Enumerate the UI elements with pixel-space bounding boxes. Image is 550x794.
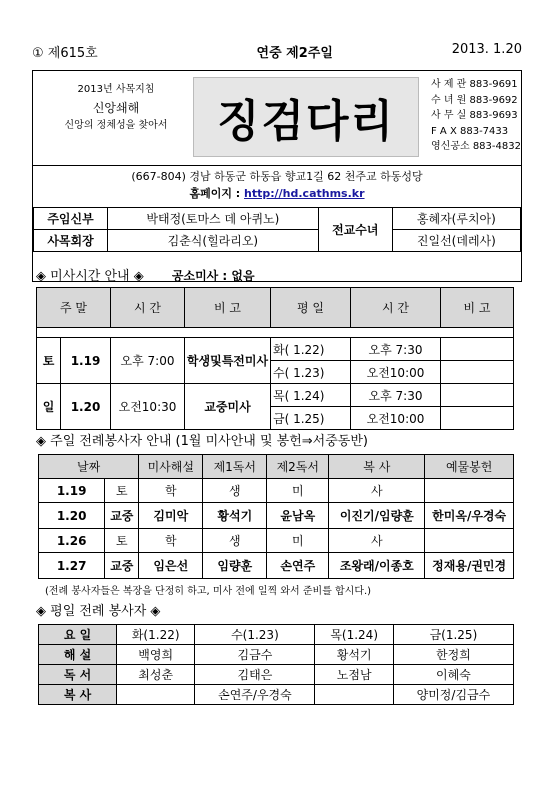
phone-line: F A X 883-7433 xyxy=(431,125,509,137)
weekend-remark: 학생및특전미사 xyxy=(185,338,271,384)
col-header: 수(1.23) xyxy=(195,625,315,645)
cell: 학 xyxy=(139,529,203,553)
cell xyxy=(315,685,393,705)
weekend-date: 1.19 xyxy=(61,338,111,384)
cell: 백영희 xyxy=(117,645,195,665)
col-header: 비 고 xyxy=(185,288,271,328)
homepage-link[interactable]: http://hd.cathms.kr xyxy=(244,187,365,200)
mass-section-title xyxy=(36,265,255,284)
cell xyxy=(425,529,514,553)
motto-brand: 신앙쇄해 xyxy=(92,101,140,115)
issue-number: ① 제615호 xyxy=(32,46,98,61)
col-header: 금(1.25) xyxy=(393,625,513,645)
cell: 사 xyxy=(329,479,425,503)
weekday-remark xyxy=(441,338,514,361)
mass-schedule-table xyxy=(36,287,514,430)
council-name: 김춘식(힐라리오) xyxy=(108,230,319,252)
homepage-label: 홈페이지 : xyxy=(189,187,245,200)
cell: 한미옥/우경숙 xyxy=(425,503,514,529)
liturgical-week: 연중 제2주일 xyxy=(256,46,333,61)
cell: 사 xyxy=(329,529,425,553)
weekday-day: 목( 1.24) xyxy=(271,384,351,407)
cell: 임은선 xyxy=(139,553,203,579)
weekend-time: 오후 7:00 xyxy=(111,338,185,384)
row-kind: 토 xyxy=(105,529,139,553)
cell: 손연주 xyxy=(267,553,329,579)
nun-name: 홍혜자(루치아) xyxy=(392,208,520,230)
cell: 한정희 xyxy=(393,645,513,665)
cell: 이진기/임량훈 xyxy=(329,503,425,529)
mission-mass-note: 공소미사 : 없음 xyxy=(171,269,255,283)
weekday-service-table xyxy=(38,624,514,705)
cell: 이혜숙 xyxy=(393,665,513,685)
motto-subtitle: 신앙의 정체성을 찾아서 xyxy=(64,120,168,131)
cell: 손연주/우경숙 xyxy=(195,685,315,705)
cell: 김태은 xyxy=(195,665,315,685)
pastor-label: 주임신부 xyxy=(34,208,108,230)
col-header: 목(1.24) xyxy=(315,625,393,645)
table-row xyxy=(39,553,514,579)
cell xyxy=(117,685,195,705)
table-row xyxy=(39,503,514,529)
cell: 임량훈 xyxy=(203,553,267,579)
masthead xyxy=(32,70,522,282)
phone-line: 수 녀 원 883-9692 xyxy=(431,94,518,106)
nun-name: 진일선(데레사) xyxy=(392,230,520,252)
row-kind: 교중 xyxy=(105,553,139,579)
weekday-day: 금( 1.25) xyxy=(271,407,351,430)
cell: 윤남옥 xyxy=(267,503,329,529)
issue-header xyxy=(32,42,522,61)
table-row xyxy=(39,479,514,503)
weekday-time: 오전10:00 xyxy=(351,407,441,430)
row-kind: 교중 xyxy=(105,503,139,529)
row-date: 1.27 xyxy=(39,553,105,579)
row-label: 복 사 xyxy=(39,685,117,705)
row-kind: 토 xyxy=(105,479,139,503)
col-header: 시 간 xyxy=(111,288,185,328)
col-header: 제1독서 xyxy=(203,455,267,479)
cell: 김금수 xyxy=(195,645,315,665)
phone-line: 사 제 관 883-9691 xyxy=(431,79,518,90)
weekday-time: 오후 7:30 xyxy=(351,338,441,361)
row-date: 1.19 xyxy=(39,479,105,503)
row-date: 1.26 xyxy=(39,529,105,553)
cell: 학 xyxy=(139,479,203,503)
weekend-date: 1.20 xyxy=(61,384,111,430)
cell: 양미정/김금수 xyxy=(393,685,513,705)
cell xyxy=(425,479,514,503)
weekday-day: 수( 1.23) xyxy=(271,361,351,384)
cell: 미 xyxy=(267,529,329,553)
col-header: 비 고 xyxy=(441,288,514,328)
cell: 최성춘 xyxy=(117,665,195,685)
table-row xyxy=(39,665,514,685)
col-header: 예물봉헌 xyxy=(425,455,514,479)
cell: 황석기 xyxy=(315,645,393,665)
cell: 정재용/권민경 xyxy=(425,553,514,579)
cell: 황석기 xyxy=(203,503,267,529)
weekday-time: 오전10:00 xyxy=(351,361,441,384)
col-header: 날짜 xyxy=(39,455,139,479)
pastor-name: 박태정(토마스 데 아퀴노) xyxy=(108,208,319,230)
table-row xyxy=(39,529,514,553)
council-label: 사목회장 xyxy=(34,230,108,252)
mass-title-text: ◈ 미사시간 안내 ◈ xyxy=(36,269,144,284)
weekday-time: 오후 7:30 xyxy=(351,384,441,407)
row-date: 1.20 xyxy=(39,503,105,529)
phone-line: 사 무 실 883-9693 xyxy=(431,110,518,121)
col-header: 복 사 xyxy=(329,455,425,479)
weekday-service-title: ◈ 평일 전례 봉사자 ◈ xyxy=(36,604,161,619)
address: (667-804) 경남 하동군 하동읍 향교1길 62 천주교 하동성당 xyxy=(131,170,423,183)
motto-year: 2013년 사목지침 xyxy=(77,84,155,95)
weekend-remark: 교중미사 xyxy=(185,384,271,430)
weekday-day: 화( 1.22) xyxy=(271,338,351,361)
sunday-service-table xyxy=(38,454,514,579)
col-header: 화(1.22) xyxy=(117,625,195,645)
cell: 조왕래/이종호 xyxy=(329,553,425,579)
col-header: 미사해설 xyxy=(139,455,203,479)
weekday-remark xyxy=(441,384,514,407)
cell: 미 xyxy=(267,479,329,503)
weekend-time: 오전10:30 xyxy=(111,384,185,430)
sunday-service-title: ◈ 주일 전례봉사자 안내 (1월 미사안내 및 봉헌⇒서중동반) xyxy=(36,434,368,449)
phone-line: 영신공소 883-4832 xyxy=(431,141,521,152)
cell: 김미악 xyxy=(139,503,203,529)
weekday-remark xyxy=(441,361,514,384)
service-note: (전례 봉사자들은 복장을 단정히 하고, 미사 전에 일찍 와서 준비를 합시다.) xyxy=(45,586,372,597)
table-row xyxy=(39,685,514,705)
weekend-day: 토 xyxy=(37,338,61,384)
row-label: 해 설 xyxy=(39,645,117,665)
weekend-day: 일 xyxy=(37,384,61,430)
pastoral-motto xyxy=(41,81,191,135)
nuns-label: 전교수녀 xyxy=(318,208,392,252)
weekday-remark xyxy=(441,407,514,430)
phone-list xyxy=(431,77,525,155)
issue-date: 2013. 1.20 xyxy=(451,42,522,57)
cell: 생 xyxy=(203,479,267,503)
newsletter-logo: 징검다리 xyxy=(193,77,419,157)
col-header: 요 일 xyxy=(39,625,117,645)
col-header: 시 간 xyxy=(351,288,441,328)
address-box xyxy=(33,165,521,202)
cell: 생 xyxy=(203,529,267,553)
col-header: 평 일 xyxy=(271,288,351,328)
cell: 노점남 xyxy=(315,665,393,685)
col-header: 주 말 xyxy=(37,288,111,328)
col-header: 제2독서 xyxy=(267,455,329,479)
row-label: 독 서 xyxy=(39,665,117,685)
table-row xyxy=(39,645,514,665)
staff-table xyxy=(33,207,521,252)
